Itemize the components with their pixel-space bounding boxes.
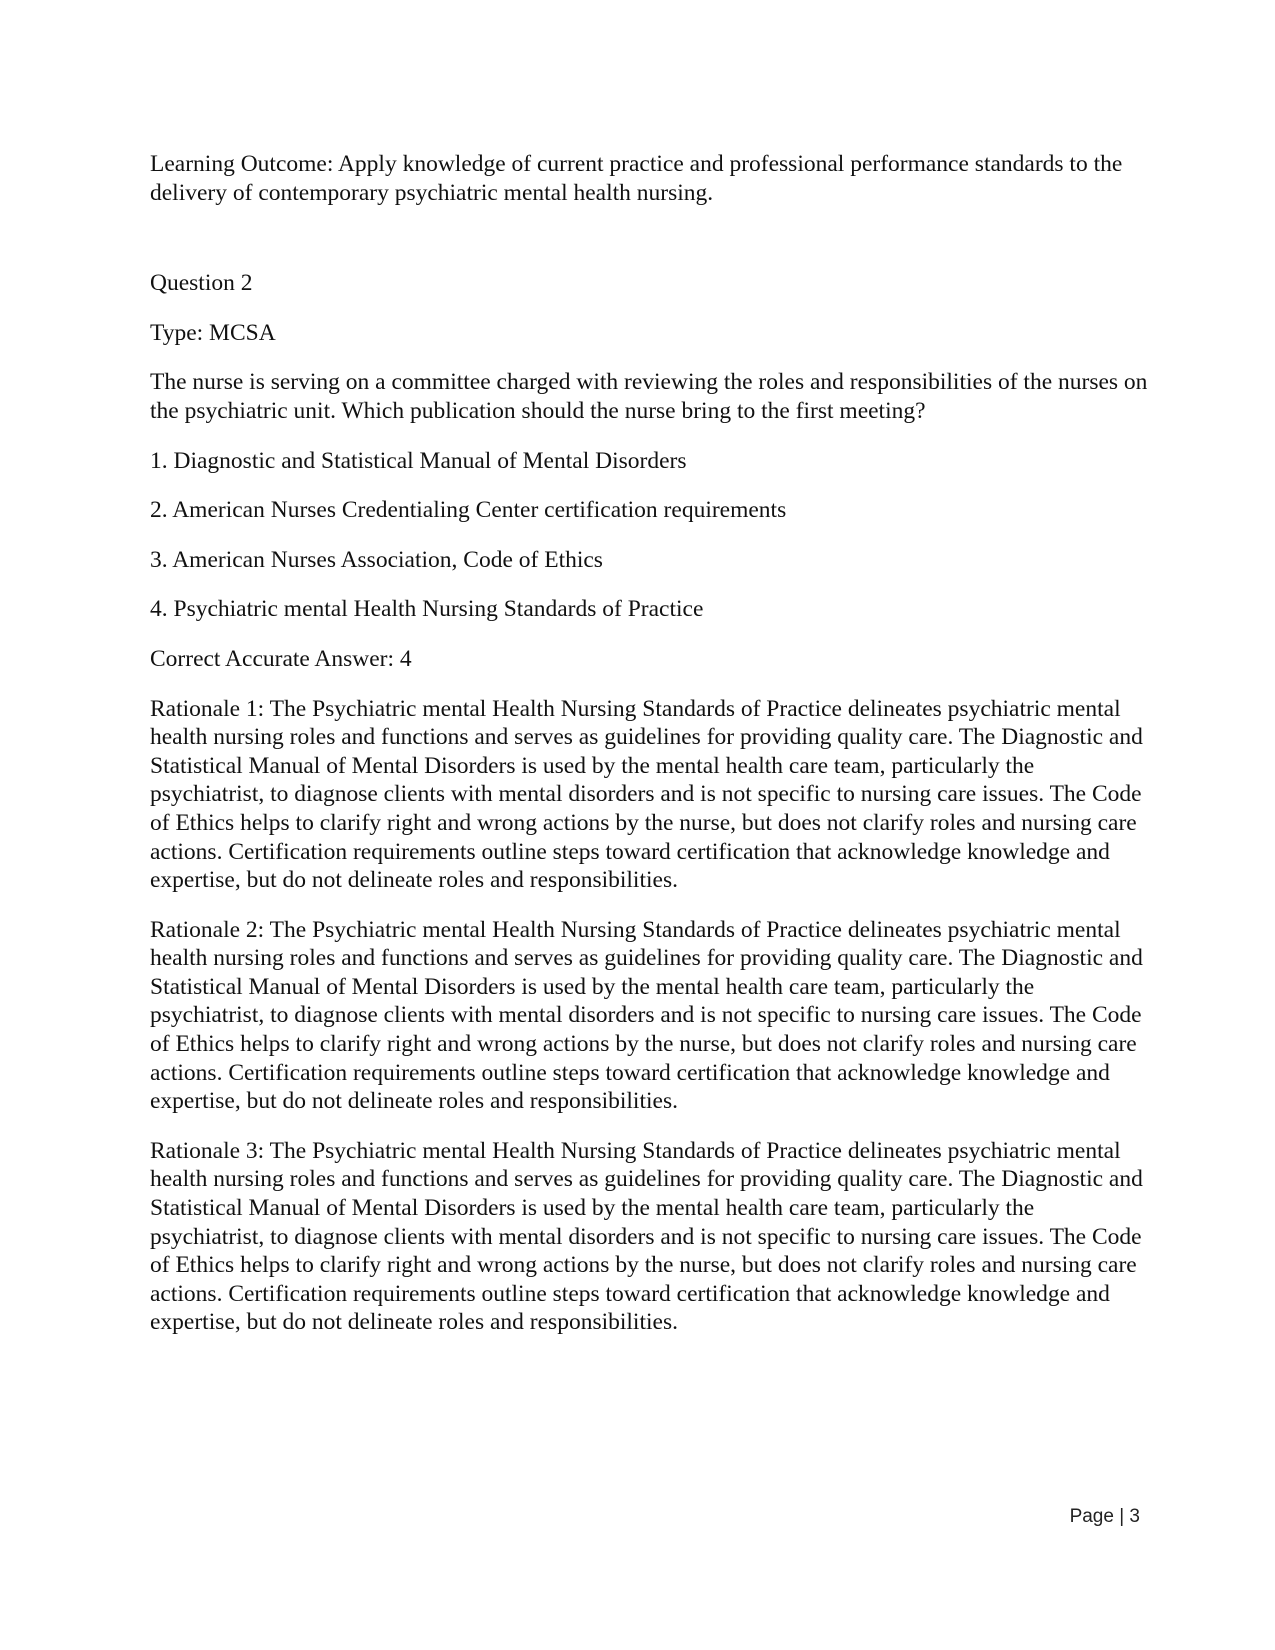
rationale-1: Rationale 1: The Psychiatric mental Health Nursing Standards of Practice delineates psychiatric mental health nursing roles and functions and serves as guidelines for providing quality care. The Diagnostic and Statistical Manual of Mental Disorders is used by the mental health care team, particularly the psychiatrist, to diagnose clients with mental disorders and is not specific to nursing care issues. The Code of Ethics helps to clarify right and wrong actions by the nurse, but does not clarify roles and nursing care actions. Certification requirements outline steps toward certification that acknowledge knowledge and expertise, but do not delineate roles and responsibilities. xyxy=(150,695,1143,894)
correct-answer: Correct Accurate Answer: 4 xyxy=(150,645,412,672)
learning-outcome: Learning Outcome: Apply knowledge of current practice and professional performance standards to the delivery of contemporary psychiatric mental health nursing. xyxy=(150,151,1123,206)
question-label: Question 2 xyxy=(150,270,253,297)
question-type: Type: MCSA xyxy=(150,319,276,346)
answer-option-2: 2. American Nurses Credentialing Center certification requirements xyxy=(150,497,787,524)
page-content xyxy=(150,150,1150,1358)
answer-option-4: 4. Psychiatric mental Health Nursing Standards of Practice xyxy=(150,596,704,623)
rationale-3: Rationale 3: The Psychiatric mental Health Nursing Standards of Practice delineates psychiatric mental health nursing roles and functions and serves as guidelines for providing quality care. The Diagnostic and Statistical Manual of Mental Disorders is used by the mental health care team, particularly the psychiatrist, to diagnose clients with mental disorders and is not specific to nursing care issues. The Code of Ethics helps to clarify right and wrong actions by the nurse, but does not clarify roles and nursing care actions. Certification requirements outline steps toward certification that acknowledge knowledge and expertise, but do not delineate roles and responsibilities. xyxy=(150,1137,1143,1336)
answer-option-1: 1. Diagnostic and Statistical Manual of Mental Disorders xyxy=(150,447,687,474)
question-stem: The nurse is serving on a committee charged with reviewing the roles and responsibilities of the nurses on the psychiatric unit. Which publication should the nurse bring to the first meeting? xyxy=(150,369,1148,424)
answer-option-3: 3. American Nurses Association, Code of Ethics xyxy=(150,546,603,573)
page-number: Page | 3 xyxy=(1069,1506,1140,1527)
rationale-2: Rationale 2: The Psychiatric mental Health Nursing Standards of Practice delineates psychiatric mental health nursing roles and functions and serves as guidelines for providing quality care. The Diagnostic and Statistical Manual of Mental Disorders is used by the mental health care team, particularly the psychiatrist, to diagnose clients with mental disorders and is not specific to nursing care issues. The Code of Ethics helps to clarify right and wrong actions by the nurse, but does not clarify roles and nursing care actions. Certification requirements outline steps toward certification that acknowledge knowledge and expertise, but do not delineate roles and responsibilities. xyxy=(150,916,1143,1115)
